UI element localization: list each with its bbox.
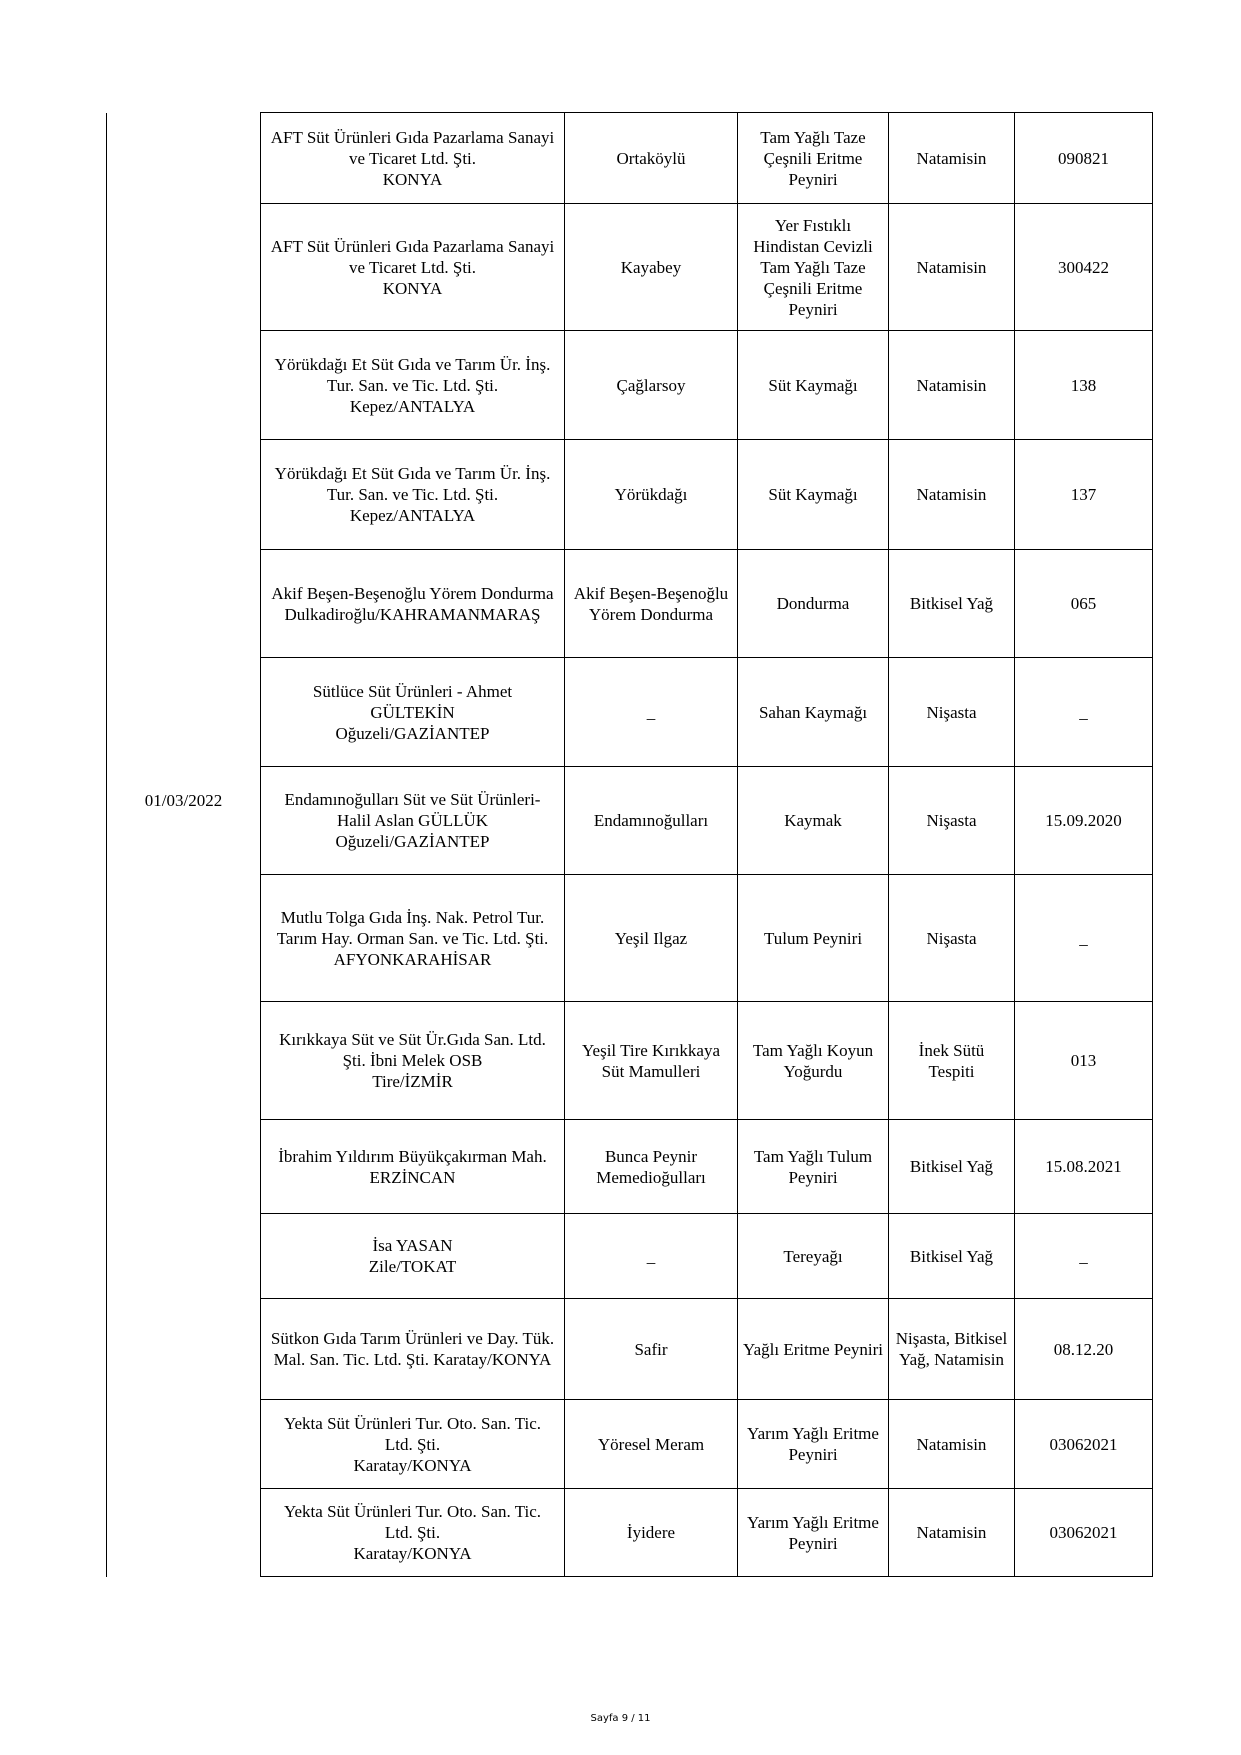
company-cell: Yekta Süt Ürünleri Tur. Oto. San. Tic. Ltd. Şti. Karatay/KONYA xyxy=(261,1400,565,1489)
batch-cell: 15.09.2020 xyxy=(1015,767,1153,875)
batch-cell: 138 xyxy=(1015,331,1153,440)
batch-cell: 08.12.20 xyxy=(1015,1299,1153,1400)
batch-cell: 300422 xyxy=(1015,204,1153,331)
company-cell: Kırıkkaya Süt ve Süt Ür.Gıda San. Ltd. Şti. İbni Melek OSB Tire/İZMİR xyxy=(261,1002,565,1120)
batch-cell: 03062021 xyxy=(1015,1400,1153,1489)
brand-cell: Akif Beşen-Beşenoğlu Yörem Dondurma xyxy=(565,550,738,658)
finding-cell: Bitkisel Yağ xyxy=(889,550,1015,658)
batch-cell: 15.08.2021 xyxy=(1015,1120,1153,1214)
batch-cell: _ xyxy=(1015,658,1153,767)
brand-cell: Ortaköylü xyxy=(565,113,738,204)
batch-cell: _ xyxy=(1015,1214,1153,1299)
product-cell: Yarım Yağlı Eritme Peyniri xyxy=(738,1400,889,1489)
brand-cell: Endamınoğulları xyxy=(565,767,738,875)
brand-cell: İyidere xyxy=(565,1489,738,1577)
product-cell: Tulum Peyniri xyxy=(738,875,889,1002)
brand-cell: Çağlarsoy xyxy=(565,331,738,440)
brand-cell: Yörükdağı xyxy=(565,440,738,550)
finding-cell: Natamisin xyxy=(889,331,1015,440)
product-cell: Yağlı Eritme Peyniri xyxy=(738,1299,889,1400)
brand-cell: _ xyxy=(565,658,738,767)
company-cell: Yörükdağı Et Süt Gıda ve Tarım Ür. İnş. Tur. San. ve Tic. Ltd. Şti. Kepez/ANTALYA xyxy=(261,331,565,440)
brand-cell: Yöresel Meram xyxy=(565,1400,738,1489)
table-row xyxy=(107,1489,1153,1577)
company-cell: Sütlüce Süt Ürünleri - Ahmet GÜLTEKİN Oğuzeli/GAZİANTEP xyxy=(261,658,565,767)
company-cell: Akif Beşen-Beşenoğlu Yörem Dondurma Dulkadiroğlu/KAHRAMANMARAŞ xyxy=(261,550,565,658)
brand-cell: Safir xyxy=(565,1299,738,1400)
finding-cell: Natamisin xyxy=(889,204,1015,331)
page-number: Sayfa 9 / 11 xyxy=(590,1713,651,1724)
table-row xyxy=(107,1214,1153,1299)
finding-cell: Nişasta xyxy=(889,658,1015,767)
company-cell: İsa YASAN Zile/TOKAT xyxy=(261,1214,565,1299)
finding-cell: Natamisin xyxy=(889,1400,1015,1489)
table-row xyxy=(107,1299,1153,1400)
table-row xyxy=(107,875,1153,1002)
inspection-results-table xyxy=(106,112,1153,1577)
company-cell: Sütkon Gıda Tarım Ürünleri ve Day. Tük. Mal. San. Tic. Ltd. Şti. Karatay/KONYA xyxy=(261,1299,565,1400)
finding-cell: Bitkisel Yağ xyxy=(889,1120,1015,1214)
company-cell: Endamınoğulları Süt ve Süt Ürünleri- Halil Aslan GÜLLÜK Oğuzeli/GAZİANTEP xyxy=(261,767,565,875)
table-row xyxy=(107,1120,1153,1214)
batch-cell: _ xyxy=(1015,875,1153,1002)
product-cell: Tam Yağlı Taze Çeşnili Eritme Peyniri xyxy=(738,113,889,204)
batch-cell: 137 xyxy=(1015,440,1153,550)
table-row xyxy=(107,767,1153,875)
table-row xyxy=(107,204,1153,331)
brand-cell: Yeşil Tire Kırıkkaya Süt Mamulleri xyxy=(565,1002,738,1120)
batch-cell: 090821 xyxy=(1015,113,1153,204)
finding-cell: Nişasta xyxy=(889,875,1015,1002)
product-cell: Süt Kaymağı xyxy=(738,331,889,440)
company-cell: Mutlu Tolga Gıda İnş. Nak. Petrol Tur. Tarım Hay. Orman San. ve Tic. Ltd. Şti. AFYONKARAHİSAR xyxy=(261,875,565,1002)
brand-cell: Yeşil Ilgaz xyxy=(565,875,738,1002)
product-cell: Kaymak xyxy=(738,767,889,875)
table-row xyxy=(107,550,1153,658)
batch-cell: 03062021 xyxy=(1015,1489,1153,1577)
table-row xyxy=(107,1400,1153,1489)
company-cell: İbrahim Yıldırım Büyükçakırman Mah. ERZİNCAN xyxy=(261,1120,565,1214)
batch-cell: 013 xyxy=(1015,1002,1153,1120)
company-cell: Yörükdağı Et Süt Gıda ve Tarım Ür. İnş. Tur. San. ve Tic. Ltd. Şti. Kepez/ANTALYA xyxy=(261,440,565,550)
product-cell: Yarım Yağlı Eritme Peyniri xyxy=(738,1489,889,1577)
table-row xyxy=(107,1002,1153,1120)
brand-cell: Bunca Peynir Memedioğulları xyxy=(565,1120,738,1214)
finding-cell: Nişasta xyxy=(889,767,1015,875)
table-row xyxy=(107,440,1153,550)
date-cell: 01/03/2022 xyxy=(107,113,261,1489)
finding-cell: Natamisin xyxy=(889,440,1015,550)
product-cell: Tereyağı xyxy=(738,1214,889,1299)
table-row xyxy=(107,113,1153,204)
finding-cell: Nişasta, Bitkisel Yağ, Natamisin xyxy=(889,1299,1015,1400)
table-row xyxy=(107,658,1153,767)
product-cell: Yer Fıstıklı Hindistan Cevizli Tam Yağlı Taze Çeşnili Eritme Peyniri xyxy=(738,204,889,331)
company-cell: AFT Süt Ürünleri Gıda Pazarlama Sanayi ve Ticaret Ltd. Şti. KONYA xyxy=(261,113,565,204)
product-cell: Sahan Kaymağı xyxy=(738,658,889,767)
date-cell xyxy=(107,1489,261,1577)
brand-cell: Kayabey xyxy=(565,204,738,331)
batch-cell: 065 xyxy=(1015,550,1153,658)
company-cell: Yekta Süt Ürünleri Tur. Oto. San. Tic. Ltd. Şti. Karatay/KONYA xyxy=(261,1489,565,1577)
finding-cell: Natamisin xyxy=(889,113,1015,204)
product-cell: Dondurma xyxy=(738,550,889,658)
company-cell: AFT Süt Ürünleri Gıda Pazarlama Sanayi ve Ticaret Ltd. Şti. KONYA xyxy=(261,204,565,331)
finding-cell: Bitkisel Yağ xyxy=(889,1214,1015,1299)
product-cell: Tam Yağlı Koyun Yoğurdu xyxy=(738,1002,889,1120)
finding-cell: Natamisin xyxy=(889,1489,1015,1577)
finding-cell: İnek Sütü Tespiti xyxy=(889,1002,1015,1120)
product-cell: Süt Kaymağı xyxy=(738,440,889,550)
brand-cell: _ xyxy=(565,1214,738,1299)
table-row xyxy=(107,331,1153,440)
product-cell: Tam Yağlı Tulum Peyniri xyxy=(738,1120,889,1214)
